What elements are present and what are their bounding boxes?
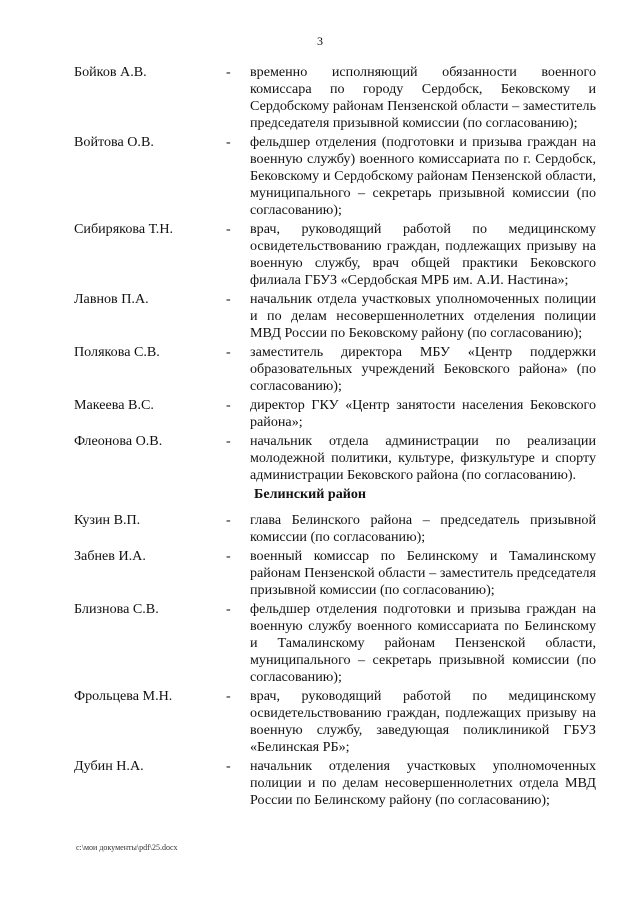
member-name: Бойков А.В. — [74, 64, 147, 80]
dash-separator: - — [226, 548, 231, 564]
commission-members-list — [74, 64, 600, 811]
dash-separator: - — [226, 291, 231, 307]
dash-separator: - — [226, 397, 231, 413]
member-name: Макеева В.С. — [74, 397, 154, 413]
dash-separator: - — [226, 134, 231, 150]
page-number: 3 — [317, 34, 323, 48]
member-role: начальник отдела участковых уполномоченных полиции и по делам несовершеннолетних отделения полиции МВД России по Бековскому району (по согласованию); — [250, 291, 596, 341]
member-name: Фрольцева М.Н. — [74, 688, 173, 704]
member-name: Близнова С.В. — [74, 601, 159, 617]
member-role: врач, руководящий работой по медицинскому освидетельствованию граждан, подлежащих призыву на военную службу, врач общей практики Бековского филиала ГБУЗ «Сердобская МРБ им. А.И. Настина»; — [250, 221, 596, 288]
member-entry — [74, 688, 600, 756]
member-role: начальник отделения участковых уполномоченных полиции и по делам несовершеннолетних отдела МВД России по Белинскому району (по согласованию); — [250, 758, 596, 808]
dash-separator: - — [226, 688, 231, 704]
dash-separator: - — [226, 758, 231, 774]
member-name: Лавнов П.А. — [74, 291, 149, 307]
member-role: военный комиссар по Белинскому и Тамалинскому районам Пензенской области – заместитель председателя призывной комиссии (по согласованию); — [250, 548, 596, 598]
member-entry — [74, 512, 600, 546]
member-role: фельдшер отделения подготовки и призыва граждан на военную службу военного комиссариата по Белинскому и Тамалинскому районам Пензенской области, муниципального – секретарь призывной комиссии (по согласованию); — [250, 601, 596, 685]
member-name: Кузин В.П. — [74, 512, 141, 528]
member-role: директор ГКУ «Центр занятости населения Бековского района»; — [250, 397, 596, 430]
member-entry — [74, 397, 600, 431]
file-path-footer: c:\мои документы\pdf\25.docx — [76, 843, 178, 852]
member-entry — [74, 758, 600, 809]
member-name: Забнев И.А. — [74, 548, 146, 564]
member-name: Дубин Н.А. — [74, 758, 144, 774]
member-name: Войтова О.В. — [74, 134, 154, 150]
member-name: Сибирякова Т.Н. — [74, 221, 174, 237]
dash-separator: - — [226, 433, 231, 449]
member-entry — [74, 601, 600, 686]
member-entry — [74, 344, 600, 395]
member-entry — [74, 221, 600, 289]
section-heading: Белинский район — [254, 486, 367, 502]
dash-separator: - — [226, 601, 231, 617]
member-role: временно исполняющий обязанности военного комиссара по городу Сердобск, Бековскому и Сердобскому районам Пензенской области – заместитель председателя призывной комиссии (по согласованию); — [250, 64, 596, 131]
dash-separator: - — [226, 221, 231, 237]
member-role: начальник отдела администрации по реализации молодежной политики, культуре, физкультуре и спорту администрации Бековского района (по согласованию). — [250, 433, 596, 483]
dash-separator: - — [226, 512, 231, 528]
member-role: фельдшер отделения (подготовки и призыва граждан на военную службу) военного комиссариата по г. Сердобск, Бековскому и Сердобскому районам Пензенской области, муниципального – секретарь призывной комиссии (по согласованию); — [250, 134, 596, 218]
member-name: Полякова С.В. — [74, 344, 160, 360]
member-role: глава Белинского района – председатель призывной комиссии (по согласованию); — [250, 512, 596, 545]
member-entry — [74, 64, 600, 132]
member-entry — [74, 548, 600, 599]
member-entry — [74, 134, 600, 219]
member-role: заместитель директора МБУ «Центр поддержки образовательных учреждений Бековского района» (по согласованию); — [250, 344, 596, 394]
member-entry — [74, 433, 600, 484]
member-entry — [74, 291, 600, 342]
dash-separator: - — [226, 64, 231, 80]
dash-separator: - — [226, 344, 231, 360]
member-name: Флеонова О.В. — [74, 433, 163, 449]
member-role: врач, руководящий работой по медицинскому освидетельствованию граждан, подлежащих призыву на военную службу, заведующая поликлиникой ГБУЗ «Белинская РБ»; — [250, 688, 596, 755]
